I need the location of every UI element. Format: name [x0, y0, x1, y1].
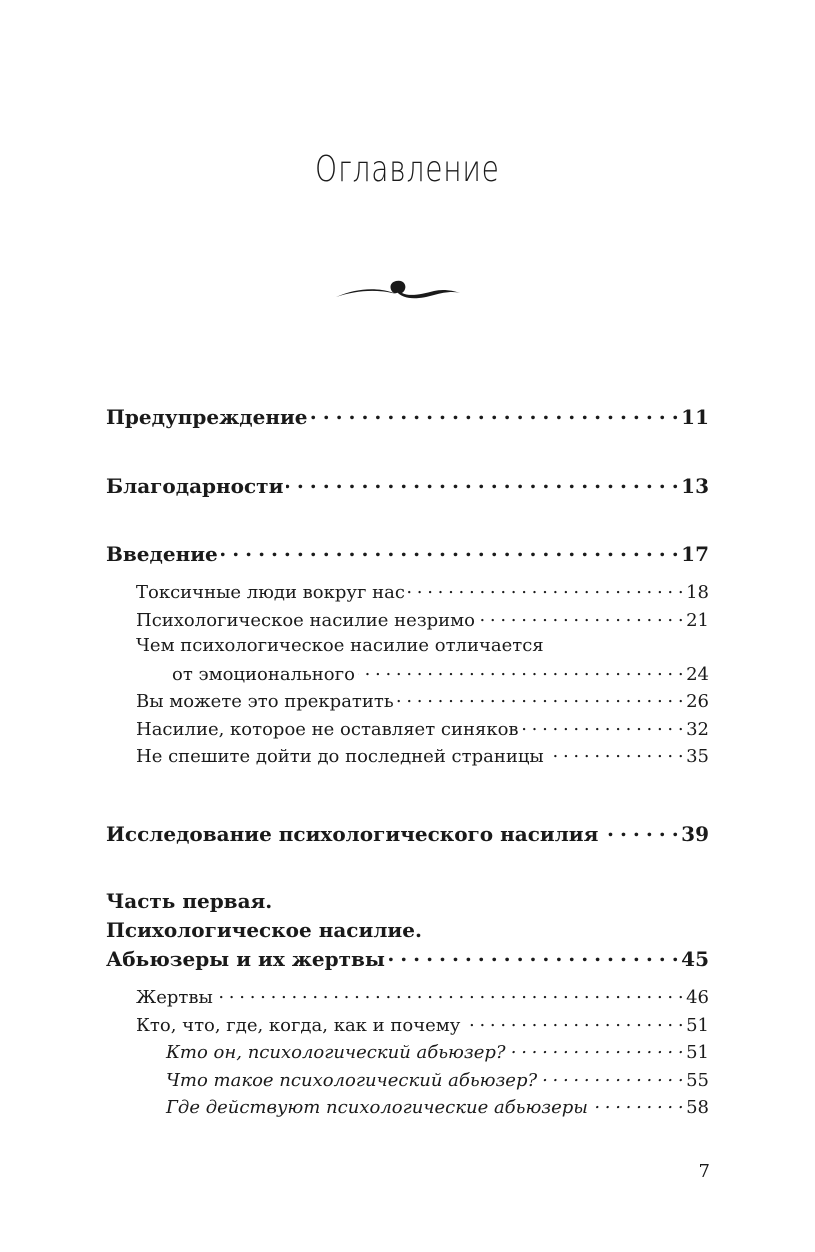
toc-entry-title: Насилие, которое не оставляет синяков — [136, 719, 519, 740]
toc-entry-page: 55 — [686, 1070, 709, 1091]
toc-entry-title: Исследование психологического насилия — [106, 822, 599, 846]
toc-entry-page: 17 — [681, 542, 709, 566]
toc-entry[interactable] — [106, 946, 709, 971]
dot-leader — [540, 1068, 683, 1086]
dot-leader — [408, 580, 683, 598]
toc-entry-page: 18 — [686, 582, 709, 603]
toc-entry-page: 26 — [686, 691, 709, 712]
toc-entry[interactable] — [106, 1013, 709, 1036]
flourish-divider-icon — [334, 277, 462, 309]
toc-entry-title: Благодарности — [106, 474, 284, 498]
dot-leader — [358, 662, 683, 680]
toc-entry[interactable] — [106, 689, 709, 712]
toc-entry-page: 51 — [686, 1042, 709, 1063]
toc-entry[interactable] — [106, 404, 709, 429]
toc-entry[interactable] — [106, 541, 709, 566]
toc-entry-title: Предупреждение — [106, 405, 308, 429]
toc-entry-title: Вы можете это прекратить — [136, 691, 394, 712]
dot-leader — [397, 689, 683, 707]
dot-leader — [509, 1040, 684, 1058]
toc-entry-title: Введение — [106, 542, 218, 566]
toc-entry[interactable] — [106, 662, 709, 685]
toc-entry-title: Что такое психологический абьюзер? — [166, 1070, 538, 1091]
toc-entry-title: Где действуют психологические абьюзеры — [166, 1097, 588, 1118]
dot-leader — [388, 946, 678, 966]
dot-leader — [463, 1013, 683, 1031]
toc-entry-page: 58 — [686, 1097, 709, 1118]
page-title: Оглавление — [315, 149, 500, 190]
toc-entry-page: 13 — [681, 474, 709, 498]
toc-entry-page: 32 — [686, 719, 709, 740]
toc-entry[interactable] — [106, 717, 709, 740]
toc-entry-title: Абьюзеры и их жертвы — [106, 947, 385, 971]
dot-leader — [216, 985, 683, 1003]
toc-entry-page: 21 — [686, 610, 709, 631]
toc-entry-title: Кто он, психологический абьюзер? — [166, 1042, 506, 1063]
dot-leader — [601, 821, 678, 841]
page-number: 7 — [698, 1161, 710, 1182]
toc-entry-title: Не спешите дойти до последней страницы — [136, 746, 544, 767]
toc-entry-title: Жертвы — [136, 987, 213, 1008]
toc-entry-title: Токсичные люди вокруг нас — [136, 582, 405, 603]
dot-leader — [522, 717, 684, 735]
part-heading-line: Психологическое насилие. — [106, 918, 422, 942]
dot-leader — [286, 473, 678, 493]
toc-entry[interactable] — [106, 744, 709, 767]
toc-entry[interactable] — [106, 821, 709, 846]
dot-leader — [311, 404, 679, 424]
toc-entry[interactable] — [106, 1095, 709, 1118]
toc-entry[interactable] — [106, 473, 709, 498]
toc-entry[interactable] — [106, 1068, 709, 1091]
toc-entry-title: Кто, что, где, когда, как и почему — [136, 1015, 461, 1036]
dot-leader — [591, 1095, 683, 1113]
toc-entry-page: 39 — [681, 822, 709, 846]
toc-entry-page: 51 — [686, 1015, 709, 1036]
toc-entry[interactable] — [106, 1040, 709, 1063]
dot-leader — [221, 541, 678, 561]
toc-entry-page: 24 — [686, 664, 709, 685]
toc-entry-title: от эмоционального — [172, 664, 355, 685]
toc-entry[interactable] — [106, 985, 709, 1008]
toc-entry-first-line: Чем психологическое насилие отличается — [136, 635, 544, 656]
part-heading-line: Часть первая. — [106, 889, 273, 913]
toc-entry[interactable] — [106, 608, 709, 631]
toc-entry[interactable] — [106, 580, 709, 603]
toc-entry-page: 35 — [686, 746, 709, 767]
dot-leader — [547, 744, 683, 762]
toc-entry-title: Психологическое насилие незримо — [136, 610, 475, 631]
dot-leader — [478, 608, 683, 626]
toc-entry-page: 46 — [686, 987, 709, 1008]
toc-entry-page: 45 — [681, 947, 709, 971]
toc-entry-page: 11 — [681, 405, 709, 429]
